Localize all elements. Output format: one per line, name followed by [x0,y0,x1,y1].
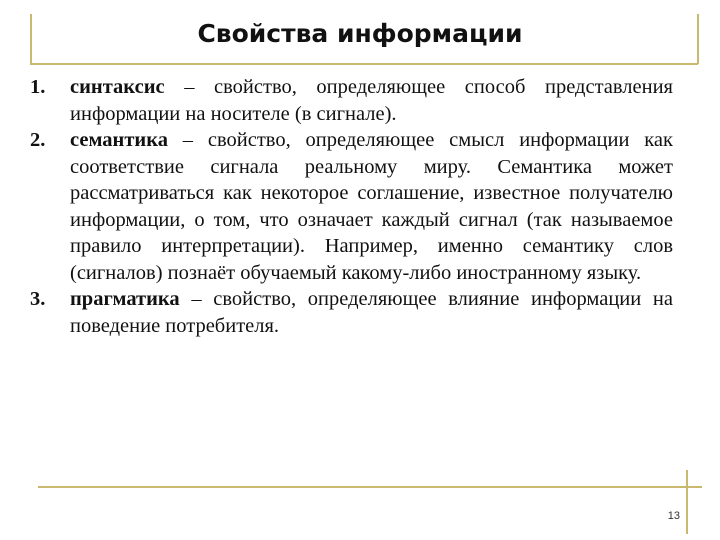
page-number: 13 [667,510,680,522]
properties-list [30,74,673,339]
list-item-term: синтаксис [70,76,165,98]
list-item-text: – свойство, определяющее смысл информации как соответствие сигнала реальному миру. Семантика может рассматриваться как некоторое соглашение, известное получателю информации, о том, что означает каждый сигнал (так называемое правило интерпретации). Например, именно семантику слов (сигналов) познаёт обучаемый какому-либо иностранному языку. [70,129,673,284]
list-item-syntax [30,74,673,127]
slide-title: Свойства информации [197,19,523,48]
list-item-semantics [30,127,673,286]
list-item-text: – свойство, определяющее влияние информации на поведение потребителя. [70,288,673,337]
list-item-term: прагматика [70,288,180,310]
list-item-body [70,286,673,339]
list-item-number: 3. [30,288,46,310]
list-item-pragmatics [30,286,673,339]
list-item-body [70,74,673,127]
list-item-text: – свойство, определяющее способ представления информации на носителе (в сигнале). [70,76,673,125]
frame-line-bottom [38,486,702,488]
list-item-term: семантика [70,129,168,151]
frame-line-bottom-right [686,470,688,534]
frame-line-top [30,63,698,65]
list-item-number: 2. [30,129,46,151]
list-item-body [70,127,673,286]
list-item-number: 1. [30,76,46,98]
